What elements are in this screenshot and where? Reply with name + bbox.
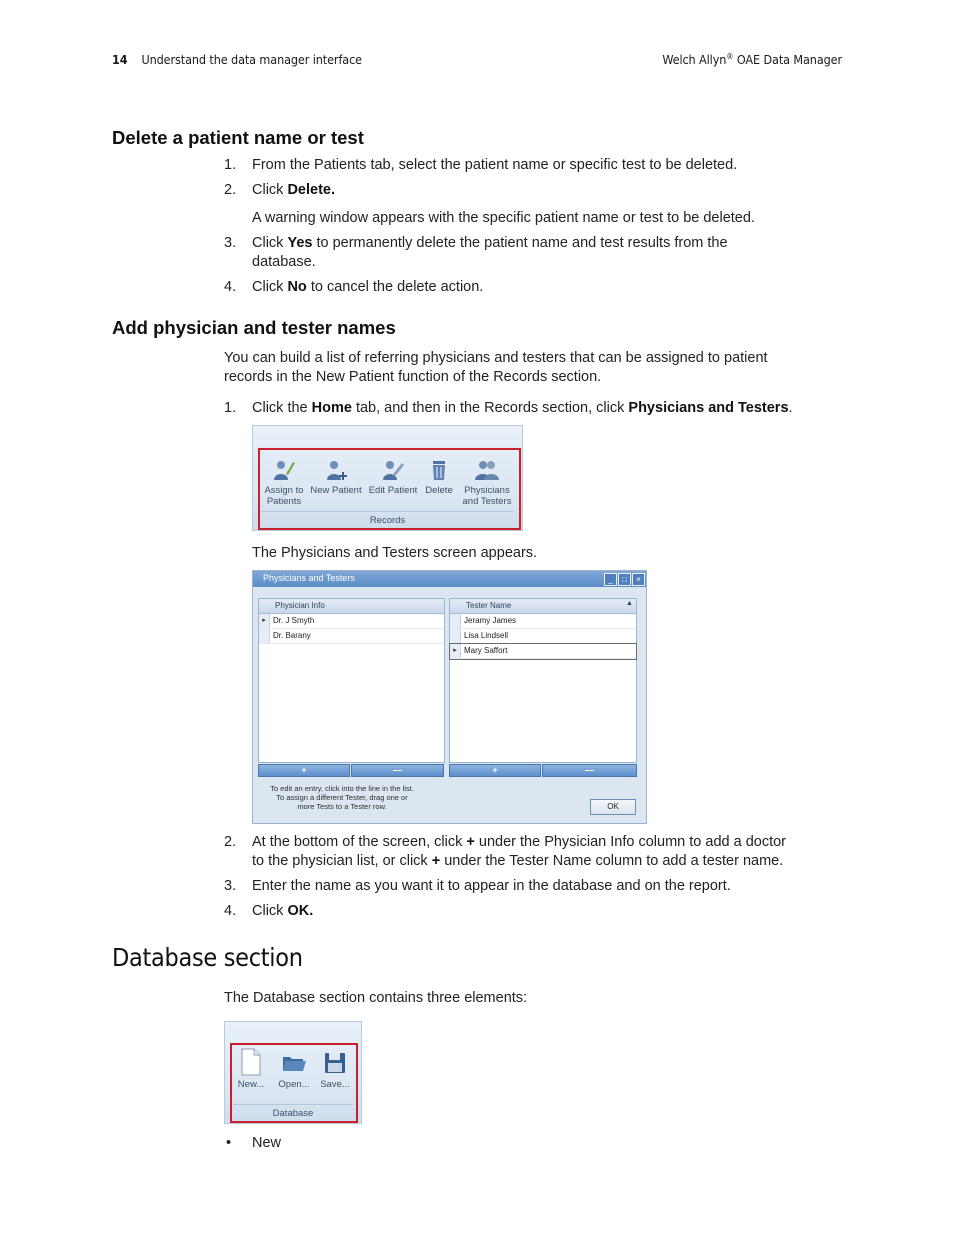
table-row[interactable]: ▸ Dr. J Smyth	[259, 614, 444, 629]
add-tester-button[interactable]: +	[449, 764, 541, 777]
table-row[interactable]: Dr. Barany	[259, 629, 444, 644]
new-patient-button[interactable]: New Patient	[307, 458, 365, 496]
assign-to-patients-button[interactable]: Assign to Patients	[259, 458, 309, 507]
close-icon[interactable]: ×	[632, 573, 645, 586]
step-text: Click the Home tab, and then in the Records section, click Physicians and Testers.	[252, 400, 793, 416]
product-suffix: OAE Data Manager	[733, 52, 842, 68]
step-number: 1.	[224, 157, 237, 173]
remove-physician-button[interactable]: —	[351, 764, 444, 777]
dialog-title: Physicians and Testers	[263, 573, 355, 583]
physicians-testers-dialog	[252, 570, 647, 824]
edit-patient-button[interactable]: Edit Patient	[365, 458, 421, 496]
new-database-button[interactable]: New...	[233, 1048, 269, 1090]
open-database-button[interactable]: Open...	[273, 1048, 315, 1090]
step-text: Click No to cancel the delete action.	[252, 279, 484, 295]
delete-button[interactable]: Delete	[421, 458, 457, 496]
bullet-item: New	[252, 1135, 282, 1151]
step-text: Enter the name as you want it to appear in the database and on the report.	[252, 878, 731, 894]
step-text: Click OK.	[252, 903, 314, 919]
table-row-selected[interactable]: ▸ Mary Saffort	[450, 644, 636, 659]
table-row[interactable]: Lisa Lindsell	[450, 629, 636, 644]
sort-arrow-icon: ▲	[626, 600, 633, 607]
ok-button[interactable]: OK	[590, 799, 636, 815]
new-file-icon	[240, 1048, 262, 1076]
intro-text-continued: records in the New Patient function of the Records section.	[224, 369, 602, 385]
physician-list[interactable]	[258, 598, 445, 763]
assign-patient-icon	[272, 458, 296, 482]
step-text-continued: database.	[252, 254, 316, 270]
remove-tester-button[interactable]: —	[542, 764, 637, 777]
caption-text: The Physicians and Testers screen appears.	[252, 545, 538, 561]
save-database-button[interactable]: Save...	[315, 1048, 355, 1090]
maximize-icon[interactable]: □	[618, 573, 631, 586]
tester-column-header[interactable]: Tester Name ▲	[450, 599, 636, 614]
step-number: 4.	[224, 279, 237, 295]
records-ribbon	[252, 425, 523, 531]
step-note: A warning window appears with the specific patient name or test to be deleted.	[252, 210, 755, 226]
group-divider	[233, 1104, 353, 1105]
step-text: At the bottom of the screen, click + under the Physician Info column to add a doctor	[252, 834, 786, 850]
bullet-icon: •	[226, 1135, 232, 1151]
group-divider	[261, 511, 514, 512]
edit-patient-icon	[381, 458, 405, 482]
physicians-testers-icon	[474, 458, 500, 482]
registered-mark: ®	[726, 52, 734, 61]
database-group-label: Database	[272, 1108, 314, 1119]
new-patient-icon	[324, 458, 348, 482]
records-group-label: Records	[369, 515, 406, 526]
section-title-physician: Add physician and tester names	[112, 317, 396, 338]
step-number: 2.	[224, 182, 237, 198]
section-title-delete: Delete a patient name or test	[112, 127, 364, 148]
step-text: From the Patients tab, select the patient name or specific test to be deleted.	[252, 157, 738, 173]
running-header-left	[112, 52, 362, 67]
database-ribbon	[224, 1021, 362, 1124]
step-number: 1.	[224, 400, 237, 416]
add-physician-button[interactable]: +	[258, 764, 350, 777]
save-disk-icon	[323, 1048, 347, 1076]
folder-open-icon	[281, 1048, 307, 1076]
section-title-database: Database section	[112, 943, 303, 972]
tester-list[interactable]	[449, 598, 637, 763]
row-pointer-icon: ▸	[450, 644, 461, 658]
step-text: Click Yes to permanently delete the patient name and test results from the	[252, 235, 728, 251]
trash-icon	[427, 458, 451, 482]
product-prefix: Welch Allyn	[662, 52, 727, 68]
step-number: 2.	[224, 834, 237, 850]
dialog-hint: To edit an entry, click into the line in the list. To assign a different Tester, drag one or more Tests to a Tester row.	[270, 784, 414, 811]
running-header-right	[662, 52, 842, 67]
intro-text: You can build a list of referring physicians and testers that can be assigned to patient	[224, 350, 768, 366]
step-number: 4.	[224, 903, 237, 919]
chapter-title: Understand the data manager interface	[141, 52, 362, 67]
step-text: Click Delete.	[252, 182, 336, 198]
step-number: 3.	[224, 878, 237, 894]
dialog-titlebar	[253, 571, 646, 587]
step-text-continued: to the physician list, or click + under the Tester Name column to add a tester name.	[252, 853, 784, 869]
step-number: 3.	[224, 235, 237, 251]
intro-text: The Database section contains three elements:	[224, 990, 528, 1006]
minimize-icon[interactable]: _	[604, 573, 617, 586]
physicians-and-testers-button[interactable]: Physicians and Testers	[457, 458, 517, 507]
row-pointer-icon: ▸	[259, 614, 270, 628]
physician-column-header[interactable]: Physician Info	[259, 599, 444, 614]
page-number: 14	[112, 52, 128, 67]
table-row[interactable]: Jeramy James	[450, 614, 636, 629]
